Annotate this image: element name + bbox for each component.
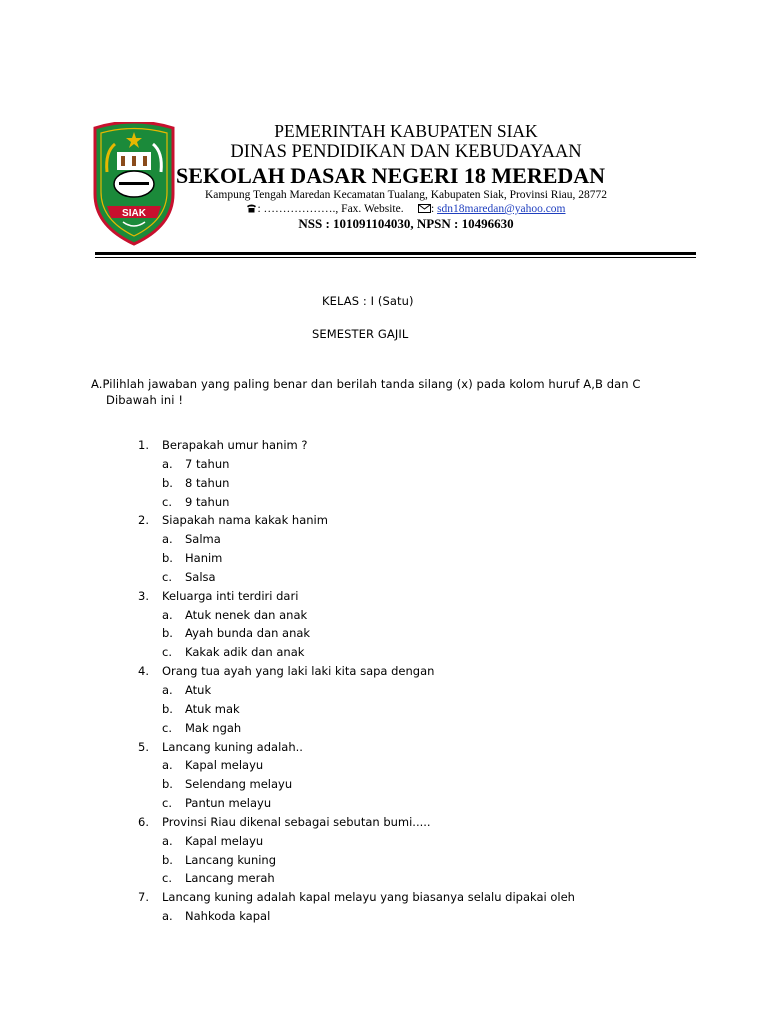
option-text: Atuk nenek dan anak [185, 607, 308, 622]
siak-regency-logo [93, 122, 175, 246]
option-text: 8 tahun [185, 475, 230, 490]
letterhead-rule-thin [95, 257, 696, 258]
question-text: Orang tua ayah yang laki laki kita sapa dengan [162, 664, 435, 679]
option-text: Kapal melayu [185, 833, 264, 848]
option-text: Salma [185, 532, 221, 547]
option-text: 9 tahun [185, 494, 230, 509]
question-number: 1. [138, 438, 149, 452]
email-link[interactable]: sdn18maredan@yahoo.com [437, 203, 566, 215]
school-name: SEKOLAH DASAR NEGERI 18 MEREDAN [176, 163, 606, 188]
option-text: Selendang melayu [185, 777, 293, 792]
option-letter: b. [162, 475, 173, 490]
option-letter: c. [162, 871, 172, 886]
option-text: Pantun melayu [185, 796, 272, 811]
department-name: DINAS PENDIDIKAN DAN KEBUDAYAAN [230, 142, 582, 162]
option-letter: a. [162, 682, 173, 697]
option-text: Kakak adik dan anak [185, 645, 305, 660]
option-letter: b. [162, 626, 173, 641]
option-text: Hanim [185, 551, 223, 566]
class-label: KELAS : I (Satu) [322, 294, 414, 308]
option-letter: c. [162, 569, 172, 584]
option-text: Kapal melayu [185, 758, 264, 773]
semester-label: SEMESTER GAJIL [312, 327, 409, 341]
option-text: Nahkoda kapal [185, 909, 271, 924]
option-letter: b. [162, 852, 173, 867]
contact-line [178, 203, 634, 215]
letterhead-rule-thick [95, 252, 696, 255]
option-letter: b. [162, 701, 173, 716]
option-letter: a. [162, 607, 173, 622]
email-prefix: : [430, 203, 438, 215]
option-text: 7 tahun [185, 456, 230, 471]
telephone-icon [246, 203, 257, 213]
option-text: Atuk [185, 682, 212, 697]
government-name: PEMERINTAH KABUPATEN SIAK [274, 121, 538, 141]
logo-text: SIAK [122, 208, 146, 219]
instruction-line-2: Dibawah ini ! [106, 393, 184, 407]
option-letter: a. [162, 456, 173, 471]
option-letter: a. [162, 758, 173, 773]
option-letter: c. [162, 645, 172, 660]
question-text: Keluarga inti terdiri dari [162, 588, 299, 603]
envelope-icon [418, 204, 431, 213]
question-text: Lancang kuning adalah kapal melayu yang biasanya selalu dipakai oleh [162, 890, 575, 905]
option-letter: c. [162, 720, 172, 735]
question-text: Berapakah umur hanim ? [162, 438, 308, 452]
question-number: 7. [138, 890, 149, 905]
option-text: Lancang merah [185, 871, 275, 886]
option-letter: b. [162, 551, 173, 566]
option-letter: c. [162, 494, 172, 509]
question-text: Lancang kuning adalah.. [162, 739, 303, 754]
question-number: 3. [138, 588, 149, 603]
option-text: Atuk mak [185, 701, 240, 716]
option-letter: a. [162, 532, 173, 547]
question-number: 2. [138, 513, 149, 528]
option-letter: a. [162, 909, 173, 924]
instruction-line-1: A.Pilihlah jawaban yang paling benar dan berilah tanda silang (x) pada kolom huruf A,B dan C [91, 377, 641, 391]
option-letter: b. [162, 777, 173, 792]
phone-fax-website: : ………………., Fax. Website. [257, 203, 404, 215]
question-text: Siapakah nama kakak hanim [162, 513, 328, 528]
option-text: Mak ngah [185, 720, 242, 735]
question-number: 5. [138, 739, 149, 754]
nss-npsn: NSS : 101091104030, NPSN : 10496630 [298, 216, 514, 231]
question-number: 6. [138, 814, 149, 829]
option-text: Ayah bunda dan anak [185, 626, 311, 641]
question-text: Provinsi Riau dikenal sebagai sebutan bumi..... [162, 814, 431, 829]
question-number: 4. [138, 664, 149, 679]
school-address: Kampung Tengah Maredan Kecamatan Tualang, Kabupaten Siak, Provinsi Riau, 28772 [204, 189, 608, 201]
option-letter: a. [162, 833, 173, 848]
option-text: Lancang kuning [185, 852, 277, 867]
option-letter: c. [162, 796, 172, 811]
option-text: Salsa [185, 569, 216, 584]
